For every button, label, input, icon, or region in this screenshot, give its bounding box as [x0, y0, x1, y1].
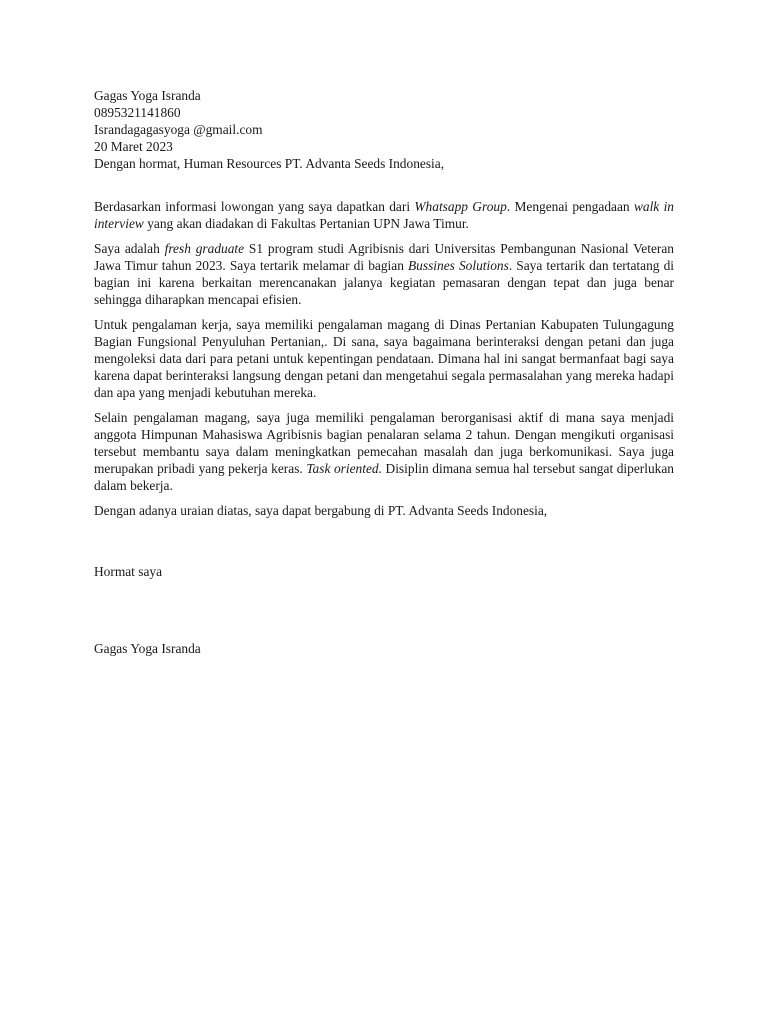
signature-name: Gagas Yoga Isranda	[94, 641, 201, 656]
letter-body	[94, 198, 674, 519]
paragraph-1: Berdasarkan informasi lowongan yang saya dapatkan dari Whatsapp Group. Mengenai pengadaan walk in interview yang akan diadakan di Fakultas Pertanian UPN Jawa Timur.	[94, 199, 674, 231]
closing-salutation: Hormat saya	[94, 564, 163, 579]
paragraph-3: Untuk pengalaman kerja, saya memiliki pengalaman magang di Dinas Pertanian Kabupaten Tulungagung Bagian Fungsional Penyuluhan Pertanian,. Di sana, saya bagaimana berinteraksi dengan petani dan juga mengoleksi data dari para petani untuk kepentingan pendataan. Dimana hal ini sangat bermanfaat bagi saya karena dapat berinteraksi langsung dengan petani dan mengetahui segala permasalahan yang mereka hadapi dan apa yang menjadi kebutuhan mereka.	[94, 317, 674, 400]
sender-phone: 0895321141860	[94, 105, 181, 120]
sender-email: Israndagagasyoga @gmail.com	[94, 122, 263, 137]
sender-name: Gagas Yoga Isranda	[94, 88, 201, 103]
paragraph-4: Selain pengalaman magang, saya juga memiliki pengalaman berorganisasi aktif di mana saya menjadi anggota Himpunan Mahasiswa Agribisnis bagian penalaran selama 2 tahun. Dengan mengikuti organisasi tersebut membantu saya dalam meningkatkan pemecahan masalah dan juga berkomunikasi. Saya juga merupakan pribadi yang pekerja keras. Task oriented. Disiplin dimana semua hal tersebut sangat diperlukan dalam bekerja.	[94, 410, 675, 493]
letter-header	[94, 87, 674, 172]
letter	[94, 87, 674, 657]
letter-date: 20 Maret 2023	[94, 139, 173, 154]
letter-greeting: Dengan hormat, Human Resources PT. Advanta Seeds Indonesia,	[94, 156, 445, 171]
paragraph-5: Dengan adanya uraian diatas, saya dapat bergabung di PT. Advanta Seeds Indonesia,	[94, 503, 548, 518]
letter-closing	[94, 563, 674, 657]
paragraph-2: Saya adalah fresh graduate S1 program studi Agribisnis dari Universitas Pembangunan Nasional Veteran Jawa Timur tahun 2023. Saya tertarik melamar di bagian Bussines Solutions. Saya tertarik dan tertatang di bagian ini karena berkaitan merencanakan jalanya kegiatan pemasaran dengan tepat dan juga benar sehingga diharapkan mencapai efisien.	[94, 241, 675, 307]
